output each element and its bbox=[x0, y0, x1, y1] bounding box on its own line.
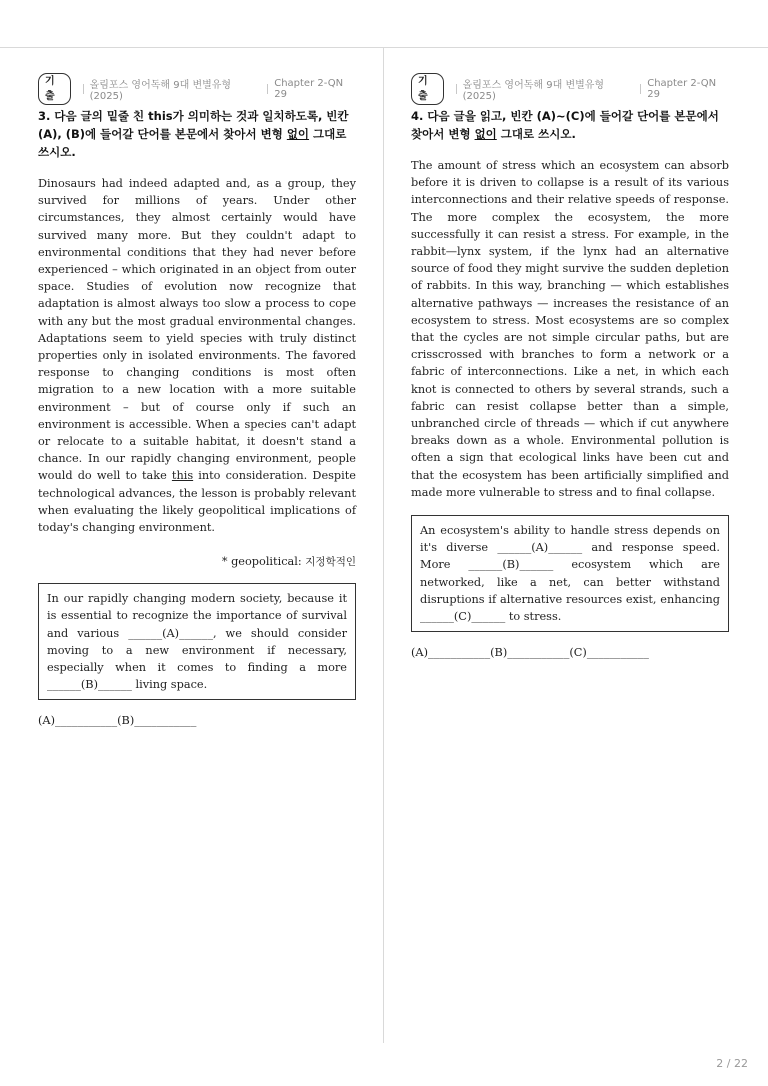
title-text-end: 그대로 쓰시오. bbox=[496, 127, 576, 141]
question-3 bbox=[38, 76, 356, 728]
source-label: 올림포스 영어독해 9대 변별유형 (2025) bbox=[89, 80, 232, 102]
question-3-passage bbox=[38, 175, 356, 536]
question-4-passage: The amount of stress which an ecosystem can absorb before it is driven to collapse is a result of its various interconnections and their relative speeds of response. The more complex the ecosystem, the more successfully it can resist a stress. For example, in the rabbit—lynx system, if the lynx had an alternative source of food they might survive the sudden depletion of rabbits. In this way, branching — which establishes alternative pathways — increases the resistance of an ecosystem to stress. Most ecosystems are so complex that the cycles are not simple circular paths, but are crisscrossed with branches to form a network or a fabric of interconnections. Like a net, in which each knot is connected to others by several strands, such a fabric can resist collapse better than a simple, unbranched circle of threads — which if cut anywhere breaks down as a whole. Environmental pollution is often a sign that ecological links have been cut and that the ecosystem has been artificially simplified and made more vulnerable to stress and to final collapse. bbox=[411, 159, 729, 499]
footnote bbox=[38, 554, 356, 569]
passage-text: Dinosaurs had indeed adapted and, as a group, they survived for millions of years. Under other circumstances, they almost certainly would have survived many more. But they couldn't adapt to environmental conditions that they had never before experienced – which originated in an object from outer space. Studies of evolution now recognize that adaptation is almost always too slow a process to cope with any but the most gradual environmental changes. Adaptations seem to yield species with truly distinct properties only in isolated environments. The favored response to changing conditions is most often migration to a new location with a more suitable environment – but of course only if such an environment is accessible. When a species can't adapt or relocate to a suitable habitat, it doesn't stand a chance. In our rapidly changing environment, people would do well to take bbox=[38, 177, 356, 483]
tag-separator bbox=[83, 84, 84, 94]
title-text: 3. 다음 글의 밑줄 친 this가 의미하는 것과 일치하도록, 빈칸 (A), (B)에 들어갈 단어를 본문에서 찾아서 변형 bbox=[38, 109, 349, 141]
tag-separator bbox=[267, 84, 268, 94]
question-3-tagline bbox=[38, 76, 356, 102]
title-underlined: 없이 bbox=[286, 127, 310, 141]
question-4-title bbox=[411, 107, 729, 143]
question-4-tagline bbox=[411, 76, 729, 102]
chapter-label: Chapter 2-QN 29 bbox=[647, 78, 717, 100]
question-4 bbox=[411, 76, 729, 660]
chapter-label: Chapter 2-QN 29 bbox=[274, 78, 344, 100]
summary-box: An ecosystem's ability to handle stress depends on it's diverse ______(A)______ and response speed. More ______(B)______ ecosystem which are networked, like a net, can better withstand disruptions if alternative resources exist, enhancing ______(C)______ to stress. bbox=[411, 515, 729, 632]
footnote-term: * geopolitical: bbox=[221, 555, 302, 569]
footnote-meaning: 지정학적인 bbox=[305, 556, 356, 569]
answer-blanks[interactable]: (A)___________(B)___________(C)___________ bbox=[411, 646, 649, 660]
header-rule bbox=[0, 47, 768, 48]
gichul-badge: 기출 bbox=[411, 73, 444, 105]
summary-box: In our rapidly changing modern society, because it is essential to recognize the importance of survival and various ______(A)______, we should consider moving to a new environment if necessary, especially when it comes to finding a more ______(B)______ living space. bbox=[38, 583, 356, 700]
title-underlined: 없이 bbox=[474, 127, 497, 141]
passage-text-end: into consideration. Despite technological advances, the lesson is probably relevant when evaluating the likely geopolitical implications of today's changing environment. bbox=[38, 469, 356, 535]
gichul-badge: 기출 bbox=[38, 73, 71, 105]
source-label: 올림포스 영어독해 9대 변별유형 (2025) bbox=[462, 80, 605, 102]
question-3-title bbox=[38, 107, 356, 161]
tag-separator bbox=[640, 84, 641, 94]
page-number: 2 / 22 bbox=[716, 1057, 748, 1070]
tag-separator bbox=[456, 84, 457, 94]
title-text-end: 그대로 쓰시오. bbox=[38, 127, 347, 159]
answer-blanks[interactable]: (A)___________(B)___________ bbox=[38, 714, 197, 728]
underlined-this: this bbox=[171, 469, 194, 483]
column-divider bbox=[383, 48, 384, 1043]
title-text: 4. 다음 글을 읽고, 빈칸 (A)~(C)에 들어갈 단어를 본문에서 찾아서 변형 bbox=[411, 109, 719, 141]
